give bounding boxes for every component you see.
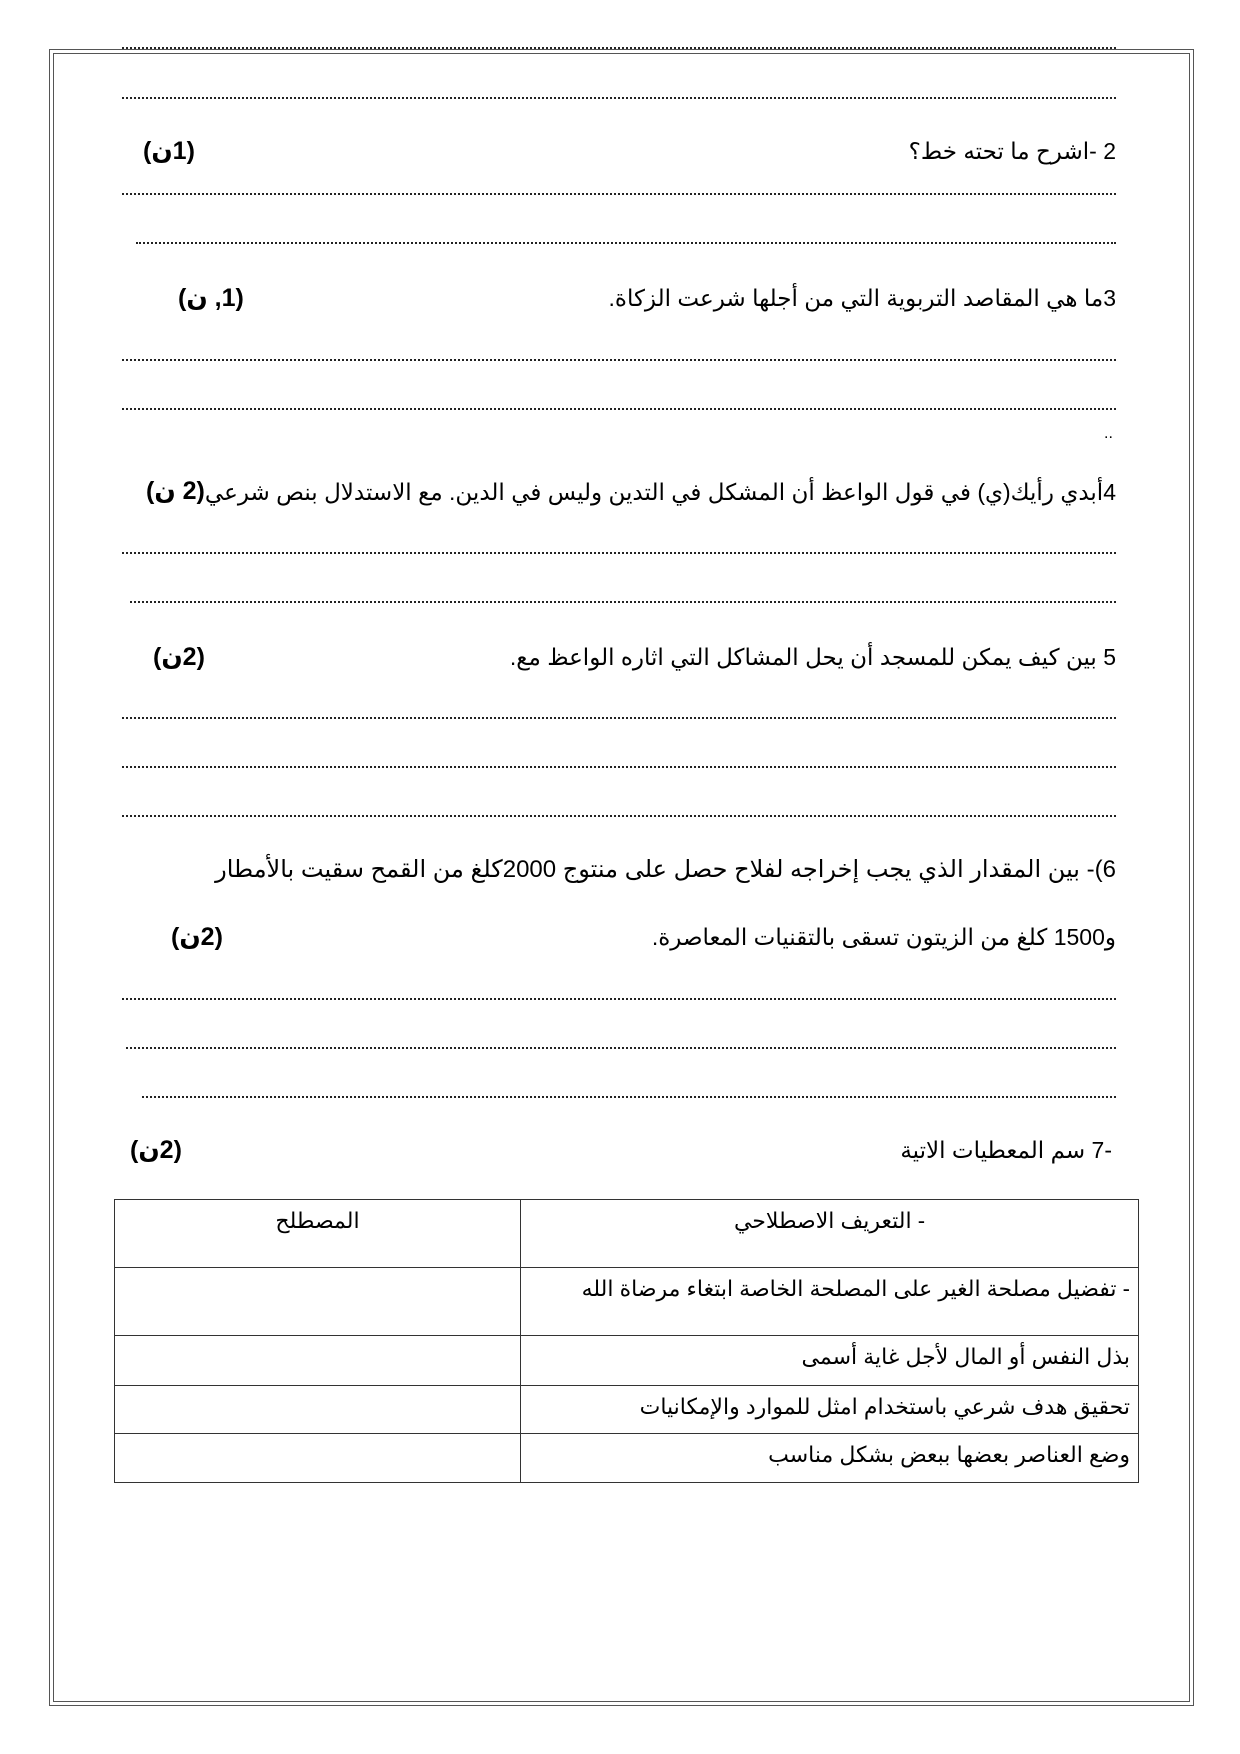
definition-cell: بذل النفس أو المال لأجل غاية أسمى bbox=[521, 1336, 1139, 1386]
answer-line[interactable] bbox=[122, 359, 1116, 361]
term-answer-cell[interactable] bbox=[115, 1336, 521, 1386]
table-row bbox=[115, 1268, 1139, 1336]
answer-line[interactable] bbox=[122, 408, 1116, 410]
terms-table bbox=[114, 1199, 1139, 1483]
answer-line[interactable] bbox=[122, 47, 1116, 49]
definition-cell: تحقيق هدف شرعي باستخدام امثل للموارد والإمكانيات bbox=[521, 1386, 1139, 1434]
answer-line[interactable] bbox=[126, 1047, 1116, 1049]
question-5-text: 5 بين كيف يمكن للمسجد أن يحل المشاكل التي اثاره الواعظ مع. bbox=[509, 644, 1116, 670]
question-3-text: 3ما هي المقاصد التربوية التي من أجلها شرعت الزكاة. bbox=[608, 285, 1116, 311]
question-6-points: (2ن) bbox=[171, 923, 223, 951]
definition-cell: - تفضيل مصلحة الغير على المصلحة الخاصة ابتغاء مرضاة الله bbox=[521, 1268, 1139, 1336]
question-2-points: (1ن) bbox=[143, 137, 195, 165]
question-2-text: 2 -اشرح ما تحته خط؟ bbox=[908, 138, 1116, 164]
answer-line[interactable] bbox=[122, 815, 1116, 817]
answer-line[interactable] bbox=[136, 242, 1116, 244]
answer-line[interactable] bbox=[130, 601, 1116, 603]
question-3-points: (1, ن) bbox=[178, 284, 244, 312]
question-5-points: (2ن) bbox=[153, 643, 205, 671]
term-answer-cell[interactable] bbox=[115, 1386, 521, 1434]
question-6-text-line1: 6)- بين المقدار الذي يجب إخراجه لفلاح حصل على منتوج 2000كلغ من القمح سقيت بالأمطار bbox=[215, 856, 1116, 883]
header-term: المصطلح bbox=[115, 1200, 521, 1268]
answer-line[interactable] bbox=[122, 717, 1116, 719]
answer-line[interactable] bbox=[142, 1096, 1116, 1098]
question-4-points: (2 ن) bbox=[146, 477, 205, 505]
definition-cell: وضع العناصر بعضها ببعض بشكل مناسب bbox=[521, 1434, 1139, 1483]
answer-line[interactable] bbox=[122, 998, 1116, 1000]
table-row bbox=[115, 1386, 1139, 1434]
question-7-text: -7 سم المعطيات الاتية bbox=[900, 1137, 1112, 1163]
table-row bbox=[115, 1336, 1139, 1386]
question-7-points: (2ن) bbox=[130, 1136, 182, 1164]
question-6-text-line2: و1500 كلغ من الزيتون تسقى بالتقنيات المعاصرة. bbox=[651, 924, 1116, 950]
answer-line[interactable] bbox=[122, 97, 1116, 99]
answer-line[interactable] bbox=[122, 193, 1116, 195]
answer-line[interactable] bbox=[122, 766, 1116, 768]
answer-line[interactable] bbox=[122, 552, 1116, 554]
header-definition: - التعريف الاصطلاحي bbox=[521, 1200, 1139, 1268]
term-answer-cell[interactable] bbox=[115, 1268, 521, 1336]
table-row bbox=[115, 1434, 1139, 1483]
term-answer-cell[interactable] bbox=[115, 1434, 521, 1483]
question-4-text: 4أبدي رأيك(ي) في قول الواعظ أن المشكل في التدين وليس في الدين. مع الاستدلال بنص شرعي bbox=[204, 479, 1116, 505]
table-header-row bbox=[115, 1200, 1139, 1268]
stray-mark: .. bbox=[1104, 425, 1113, 442]
